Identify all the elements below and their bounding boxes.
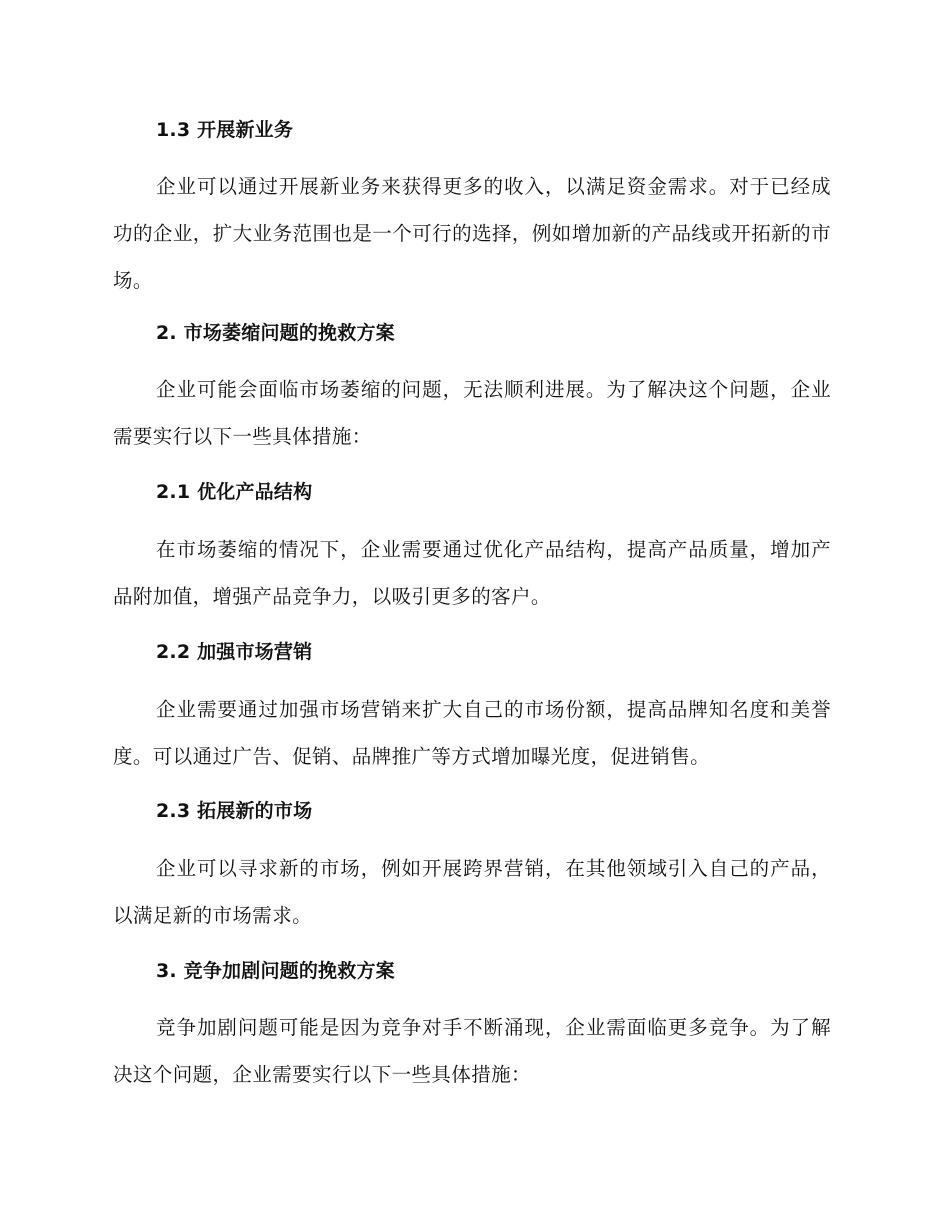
section-paragraph-2-2: 企业需要通过加强市场营销来扩大自己的市场份额，提高品牌知名度和美誉度。可以通过广告、促销、品牌推广等方式增加曝光度，促进销售。 <box>113 698 831 768</box>
section-heading-2-2: 2.2 加强市场营销 <box>156 641 313 663</box>
section-paragraph-2-3: 企业可以寻求新的市场，例如开展跨界营销，在其他领域引入自己的产品，以满足新的市场需求。 <box>113 857 831 927</box>
section-paragraph-1-3: 企业可以通过开展新业务来获得更多的收入，以满足资金需求。对于已经成功的企业，扩大业务范围也是一个可行的选择，例如增加新的产品线或开拓新的市场。 <box>113 175 831 292</box>
section-paragraph-2: 企业可能会面临市场萎缩的问题，无法顺利进展。为了解决这个问题，企业需要实行以下一些具体措施： <box>113 378 831 448</box>
section-heading-2-1: 2.1 优化产品结构 <box>156 481 313 503</box>
section-heading-1-3: 1.3 开展新业务 <box>156 119 294 141</box>
section-heading-2: 2. 市场萎缩问题的挽救方案 <box>156 322 395 344</box>
section-paragraph-2-1: 在市场萎缩的情况下，企业需要通过优化产品结构，提高产品质量，增加产品附加值，增强产品竞争力，以吸引更多的客户。 <box>113 538 831 608</box>
section-heading-3: 3. 竞争加剧问题的挽救方案 <box>156 960 395 982</box>
section-paragraph-3: 竞争加剧问题可能是因为竞争对手不断涌现，企业需面临更多竞争。为了解决这个问题，企业需要实行以下一些具体措施： <box>113 1016 831 1086</box>
section-heading-2-3: 2.3 拓展新的市场 <box>156 800 313 822</box>
